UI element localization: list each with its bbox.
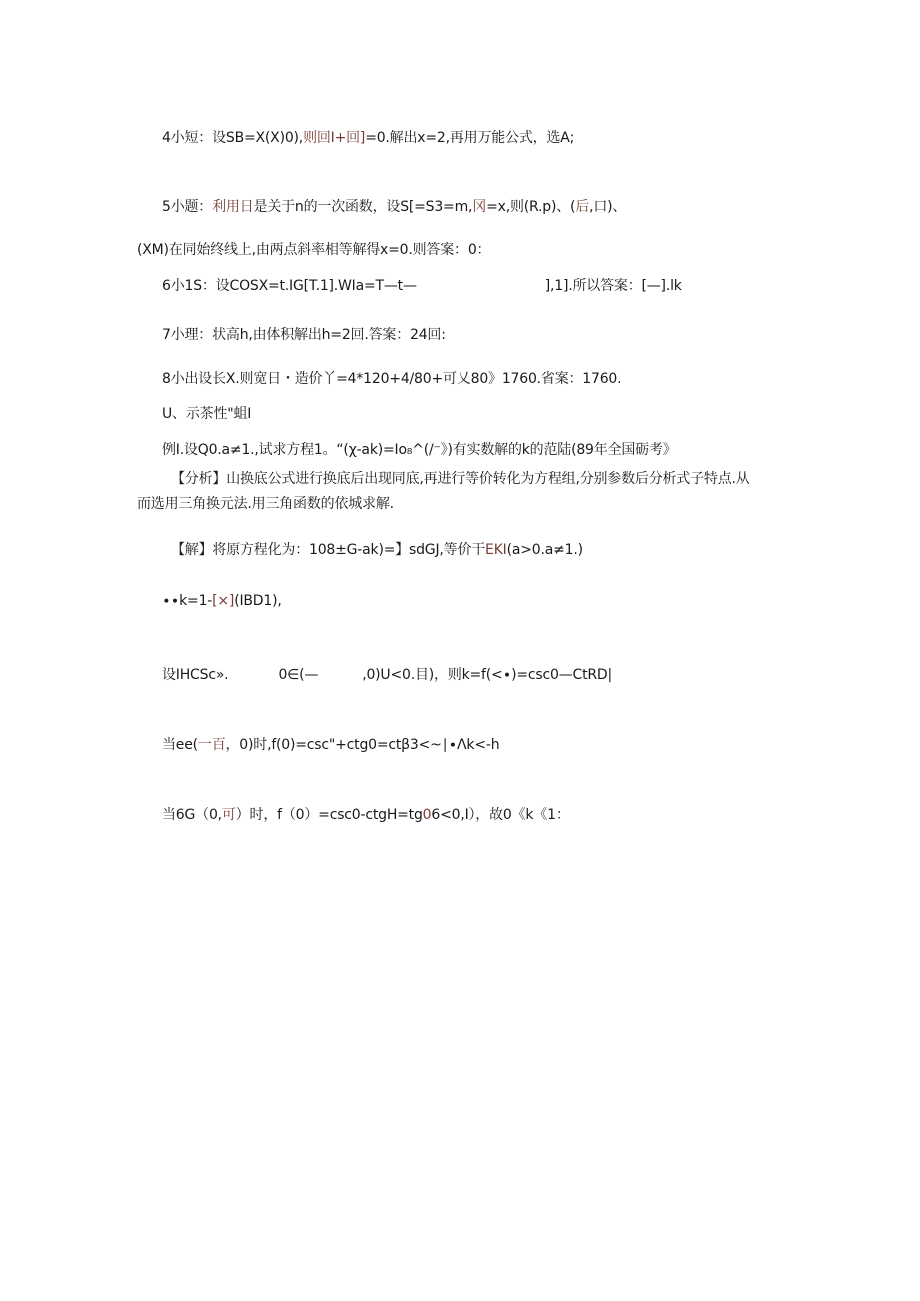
analysis-paragraph: 【分析】山换底公式进行换底后出现同底,再进行等价转化为方程组,分别参数后分析式子特点.从 — [171, 471, 750, 487]
solution-item-8: 8小出设长X.则宽日・造价丫=4*120+4/80+可乂80》1760.省案：1760. — [162, 371, 622, 387]
section-heading: U、示茶性"蛆I — [162, 406, 252, 422]
solution-start: 【解】将原方程化为：108±G-ak)=】sdGJ,等价干EKI(a>0.a≠1.) — [171, 542, 583, 558]
case-negative: 当ee(一百，0)时,f(0)=csc"+ctg0=ctβ3<~∣∙Λk<-h — [162, 737, 500, 753]
example-problem: 例I.设Q0.a≠1.,试求方程1。“(χ-ak)=Io₈^(/⁻》)有实数解的k的范陆(89年全国砺考》 — [162, 442, 677, 458]
solution-item-5: 5小题：利用日是关于n的一次函数，设S[=S3=m,冈=x,则(R.p)、(后,口)、 — [162, 199, 627, 215]
equation-k: ∙∙k=1-[×](IBD1), — [162, 593, 282, 609]
substitution-line: 设IHCSc». 0∈(— ,0)U<0.目)，则k=f(<∙)=csc0—CtRD| — [162, 667, 613, 683]
solution-item-7: 7小理：状高h,由体积解出h=2回.答案：24回: — [162, 327, 446, 343]
case-positive: 当6G（0,可）时，f（0）=csc0-ctgH=tg06<0,I），故0《k《1： — [162, 807, 570, 823]
solution-item-6: 6小1S：设COSX=t.IG[T.1].WIa=T—t— ],1].所以答案：[—].lk — [162, 278, 682, 294]
analysis-paragraph-continued: 而选用三角换元法.用三角函数的依城求解. — [137, 496, 394, 512]
solution-item-4: 4小短：设SB=X(X)0),则回I+回]=0.解出x=2,再用万能公式，选A; — [162, 130, 575, 146]
solution-item-5-continued: (XM)在同始终线上,由两点斜率相等解得x=0.则答案：0： — [137, 242, 491, 258]
